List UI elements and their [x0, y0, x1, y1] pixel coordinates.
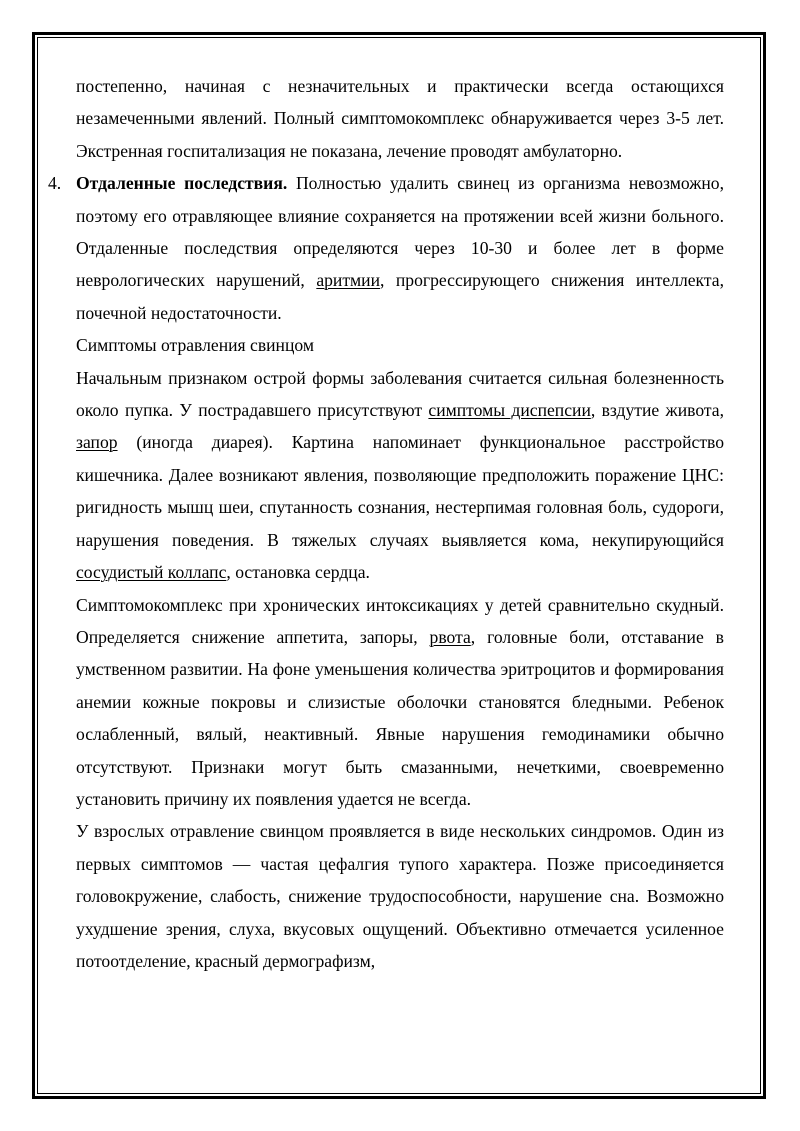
continuation-paragraph: постепенно, начиная с незначительных и практически всегда остающихся незамеченными явлений. Полный симптомокомплекс обнаруживается через 3-5 лет. Экстренная госпитализация не показана, лечение проводят амбулаторно. — [76, 76, 724, 161]
paragraph-text: , головные боли, отставание в умственном развитии. На фоне уменьшения количества эритроцитов и формирования анемии кожные покровы и слизистые оболочки становятся бледными. Ребенок ослабленный, вялый, неактивный. Явные нарушения гемодинамики обычно отсутствуют. Признаки могут быть смазанными, нечеткими, своевременно установить причину их появления удается не всегда. — [76, 626, 724, 809]
vomiting-link[interactable]: рвота — [429, 626, 471, 647]
section-heading: Симптомы отравления свинцом — [76, 335, 314, 356]
list-item-title: Отдаленные последствия. — [76, 173, 288, 194]
paragraph-children-symptoms — [76, 589, 724, 816]
paragraph-text: (иногда диарея). Картина напоминает функциональное расстройство кишечника. Далее возникают явления, позволяющие предположить поражение ЦНС: ригидность мышц шеи, спутанность сознания, нестерпимая головная боль, судороги, нарушения поведения. В тяжелых случаях выявляется кома, некупирующийся — [76, 432, 724, 550]
paragraph-text: Начальным признаком острой формы заболевания считается сильная болезненность около пупка. У пострадавшего присутствуют — [76, 367, 724, 421]
paragraph-text: , остановка сердца. — [226, 562, 370, 583]
list-item-4 — [48, 167, 724, 329]
constipation-link[interactable]: запор — [76, 432, 118, 453]
list-marker: 4. — [48, 173, 62, 194]
list-item-text: Полностью удалить свинец из организма невозможно, поэтому его отравляющее влияние сохраняется на протяжении всей жизни больного. Отдаленные последствия определяются через 10-30 и более лет в форме неврологических нарушений, — [76, 173, 724, 291]
dyspepsia-symptoms-link[interactable]: симптомы диспепсии — [428, 400, 591, 421]
paragraph-acute-symptoms — [76, 362, 724, 589]
list-item-text-end: , прогрессирующего снижения интеллекта, почечной недостаточности. — [76, 270, 724, 323]
vascular-collapse-link[interactable]: сосудистый коллапс — [76, 562, 227, 583]
paragraph-text: , вздутие живота, — [590, 400, 724, 421]
paragraph-text: Симптомокомплекс при хронических интоксикациях у детей сравнительно скудный. Определяется снижение аппетита, запоры, — [76, 594, 724, 647]
arrhythmia-link[interactable]: аритмии — [316, 270, 380, 291]
paragraph-adult-symptoms: У взрослых отравление свинцом проявляется в виде нескольких синдромов. Один из первых симптомов — частая цефалгия тупого характера. Позже присоединяется головокружение, слабость, снижение трудоспособности, нарушение сна. Возможно ухудшение зрения, слуха, вкусовых ощущений. Объективно отмечается усиленное потоотделение, красный дермографизм, — [76, 821, 724, 971]
document-body — [48, 70, 724, 977]
